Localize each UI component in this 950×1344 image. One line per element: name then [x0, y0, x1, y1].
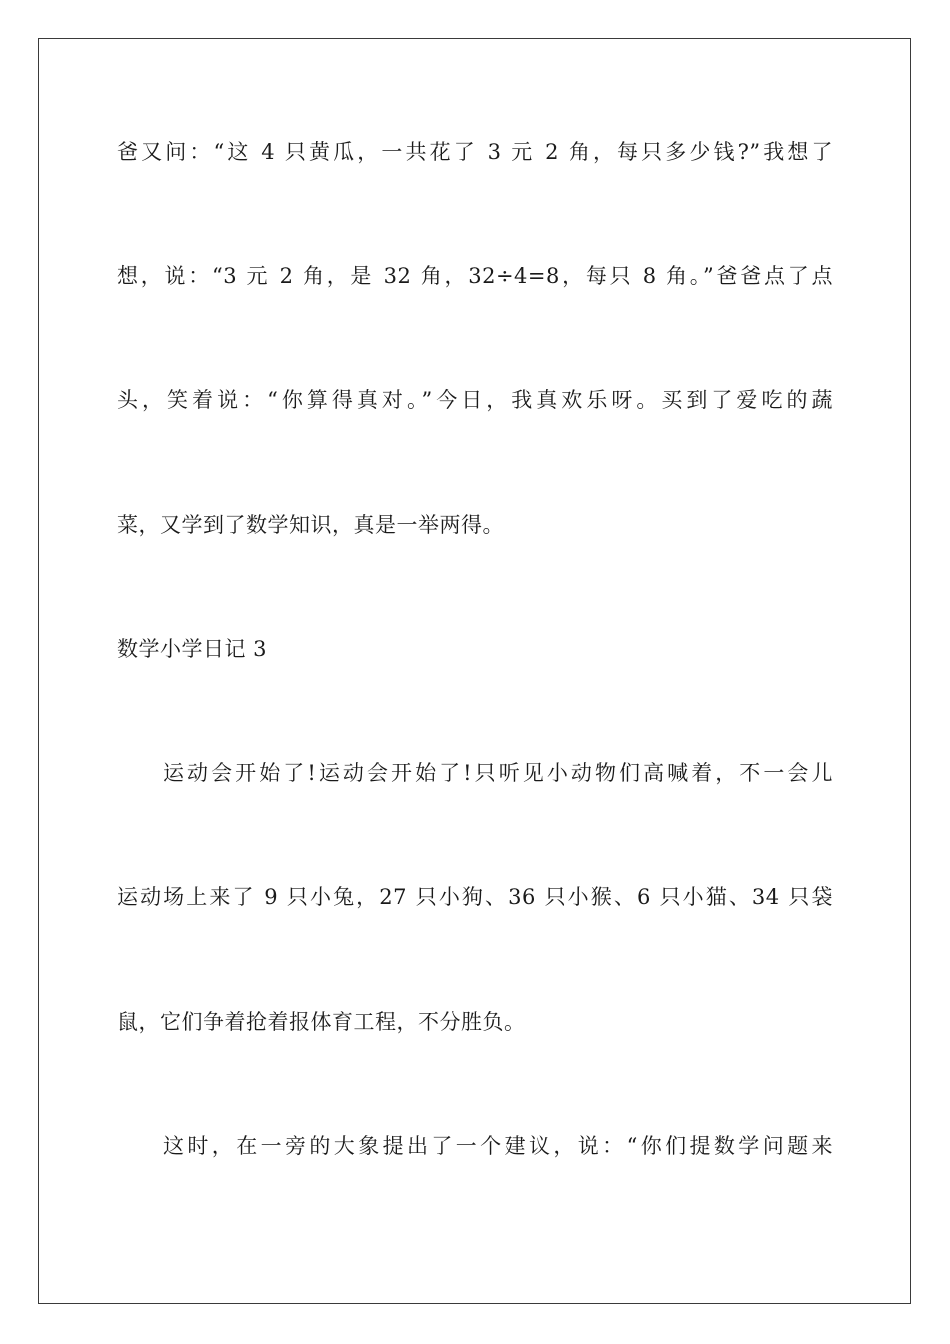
paragraph-line-1: 爸又问：“这 4 只黄瓜，一共花了 3 元 2 角，每只多少钱?”我想了 — [117, 140, 833, 164]
paragraph-line-4: 菜，又学到了数学知识，真是一举两得。 — [117, 513, 504, 537]
paragraph-line-7: 鼠，它们争着抢着报体育工程，不分胜负。 — [117, 1010, 526, 1034]
page-border — [38, 38, 911, 1304]
paragraph-line-3: 头，笑着说：“你算得真对。”今日，我真欢乐呀。买到了爱吃的蔬 — [117, 388, 833, 412]
section-heading: 数学小学日记 3 — [117, 637, 268, 661]
paragraph-line-6: 运动场上来了 9 只小兔，27 只小狗、36 只小猴、6 只小猫、34 只袋 — [117, 885, 833, 909]
paragraph-line-2: 想，说：“3 元 2 角，是 32 角，32÷4=8，每只 8 角。”爸爸点了点 — [117, 264, 833, 288]
paragraph-line-8: 这时，在一旁的大象提出了一个建议，说：“你们提数学问题来 — [163, 1134, 833, 1158]
paragraph-line-5: 运动会开始了!运动会开始了!只听见小动物们高喊着，不一会儿 — [163, 761, 833, 785]
